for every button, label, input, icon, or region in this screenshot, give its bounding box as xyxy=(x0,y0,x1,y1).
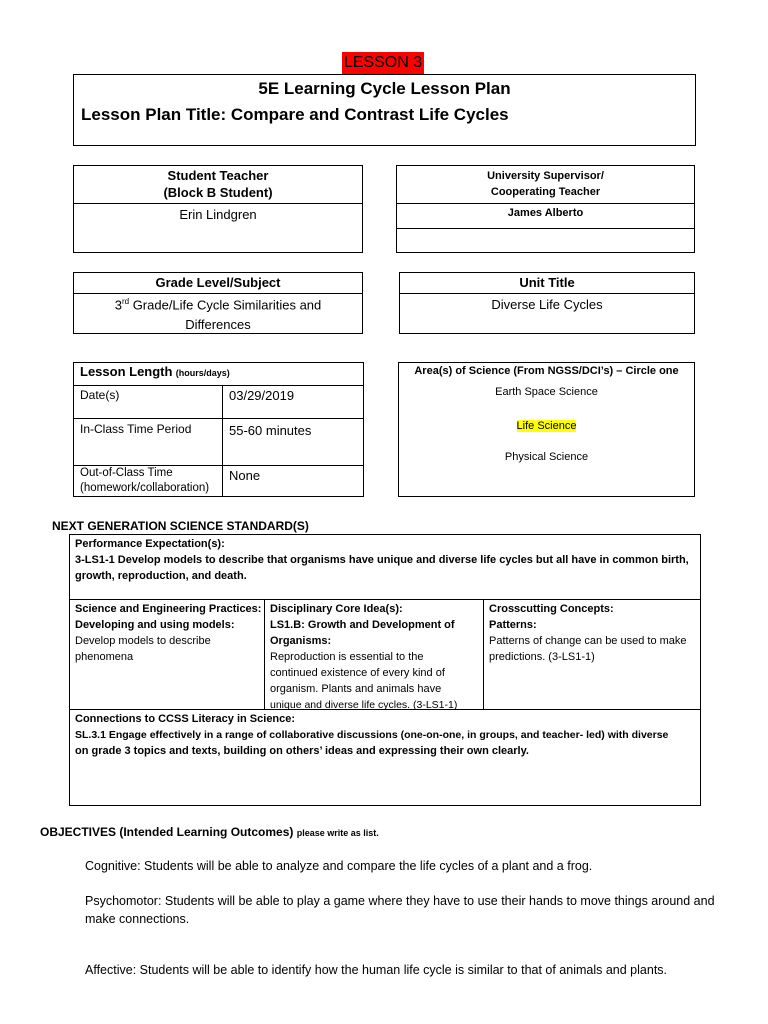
core-ideas-text-2: continued existence of every kind of xyxy=(270,667,445,679)
supervisor-heading-2: Cooperating Teacher xyxy=(490,186,601,198)
objectives-heading-main: OBJECTIVES (Intended Learning Outcomes) xyxy=(40,825,294,839)
objective-affective: Affective: Students will be able to identify how the human life cycle is similar to that of animals and plants. xyxy=(85,963,668,977)
practices-heading: Science and Engineering Practices: xyxy=(75,603,262,615)
grade-ordinal-suffix: rd xyxy=(121,297,130,306)
core-ideas-heading: Disciplinary Core Idea(s): xyxy=(270,603,403,615)
lesson-badge: LESSON 3 xyxy=(342,52,424,74)
out-of-class-value: None xyxy=(223,466,364,497)
ngss-heading: NEXT GENERATION SCIENCE STANDARD(S) xyxy=(52,519,309,533)
practices-text-2: phenomena xyxy=(75,651,134,663)
lesson-length-heading-cell xyxy=(74,363,364,386)
unit-title-header xyxy=(400,273,694,294)
unit-title-box xyxy=(399,272,695,334)
core-ideas-cell xyxy=(265,600,484,709)
crosscutting-text-2: predictions. (3-LS1-1) xyxy=(489,651,595,663)
core-ideas-subheading-1: LS1.B: Growth and Development of xyxy=(270,619,455,631)
science-areas-box xyxy=(398,362,695,497)
core-ideas-text-1: Reproduction is essential to the xyxy=(270,651,424,663)
student-teacher-heading-1: Student Teacher xyxy=(167,168,269,183)
ccss-text-1: SL.3.1 Engage effectively in a range of collaborative discussions (one-on-one, in groups, and teacher- led) with diverse xyxy=(75,729,669,741)
crosscutting-subheading: Patterns: xyxy=(489,619,537,631)
ccss-text-2: on grade 3 topics and texts, building on others’ ideas and expressing their own clearly. xyxy=(75,745,529,757)
science-option-life[interactable] xyxy=(399,420,694,432)
crosscutting-cell xyxy=(484,600,700,709)
out-of-class-label-1: Out-of-Class Time xyxy=(80,467,173,479)
out-of-class-label xyxy=(74,466,223,497)
student-teacher-box xyxy=(73,165,363,253)
out-of-class-label-2: (homework/collaboration) xyxy=(80,482,210,494)
supervisor-heading-1: University Supervisor/ xyxy=(487,170,604,182)
grade-level-box xyxy=(73,272,363,334)
lesson-plan-title: Lesson Plan Title: Compare and Contrast Life Cycles xyxy=(81,105,509,124)
science-option-physical[interactable]: Physical Science xyxy=(504,451,589,463)
pe-text-1: 3-LS1-1 Develop models to describe that organisms have unique and diverse life cycles but all have in common birth, xyxy=(75,554,689,566)
core-ideas-text-3: organism. Plants and animals have xyxy=(270,683,442,695)
objective-psychomotor-2: make connections. xyxy=(85,912,190,926)
science-option-life-label: Life Science xyxy=(516,420,577,432)
unit-title-heading: Unit Title xyxy=(519,275,575,290)
grade-level-header xyxy=(74,273,362,294)
lesson-length-heading-small: (hours/days) xyxy=(175,368,230,378)
core-ideas-subheading-2: Organisms: xyxy=(270,635,332,647)
practices-cell xyxy=(70,600,265,709)
ngss-table xyxy=(69,534,701,806)
date-label: Date(s) xyxy=(74,386,223,419)
lesson-length-heading: Lesson Length xyxy=(80,364,173,379)
student-teacher-name: Erin Lindgren xyxy=(179,207,257,222)
practices-subheading: Developing and using models: xyxy=(75,619,235,631)
grade-line-rest: Grade/Life Cycle Similarities and xyxy=(129,297,322,313)
class-time-value: 55-60 minutes xyxy=(223,419,364,466)
grade-level-line-1 xyxy=(74,297,362,312)
supervisor-name: James Alberto xyxy=(507,207,584,219)
ccss-heading: Connections to CCSS Literacy in Science: xyxy=(75,713,296,725)
pe-text-2: growth, reproduction, and death. xyxy=(75,570,247,582)
objectives-heading-small: please write as list. xyxy=(296,828,379,838)
supervisor-name-row xyxy=(397,204,694,229)
pe-heading: Performance Expectation(s): xyxy=(75,538,225,550)
class-time-label: In-Class Time Period xyxy=(74,419,223,466)
title-box xyxy=(73,74,696,146)
grade-ordinal: 3 xyxy=(114,297,122,313)
student-teacher-header xyxy=(74,166,362,204)
grade-level-heading: Grade Level/Subject xyxy=(155,275,281,290)
student-teacher-heading-2: (Block B Student) xyxy=(163,185,273,200)
supervisor-header xyxy=(397,166,694,204)
objectives-heading xyxy=(40,825,379,839)
date-value: 03/29/2019 xyxy=(223,386,364,419)
objective-cognitive: Cognitive: Students will be able to analyze and compare the life cycles of a plant and a frog. xyxy=(85,859,593,873)
practices-text-1: Develop models to describe xyxy=(75,635,211,647)
ccss-row xyxy=(70,710,700,805)
three-column-row xyxy=(70,600,700,710)
crosscutting-text-1: Patterns of change can be used to make xyxy=(489,635,687,647)
core-ideas-text-4: unique and diverse life cycles. (3-LS1-1) xyxy=(270,699,458,711)
lesson-length-table xyxy=(73,362,364,497)
unit-title-value: Diverse Life Cycles xyxy=(491,297,603,312)
supervisor-box xyxy=(396,165,695,253)
science-option-earth[interactable]: Earth Space Science xyxy=(495,386,598,398)
grade-level-line-2: Differences xyxy=(185,317,251,332)
pe-row xyxy=(70,535,700,600)
objective-psychomotor-1: Psychomotor: Students will be able to play a game where they have to use their hands to move things around and xyxy=(85,894,715,908)
plan-title: 5E Learning Cycle Lesson Plan xyxy=(258,79,511,98)
science-areas-heading: Area(s) of Science (From NGSS/DCI’s) – Circle one xyxy=(414,365,679,377)
crosscutting-heading: Crosscutting Concepts: xyxy=(489,603,614,615)
